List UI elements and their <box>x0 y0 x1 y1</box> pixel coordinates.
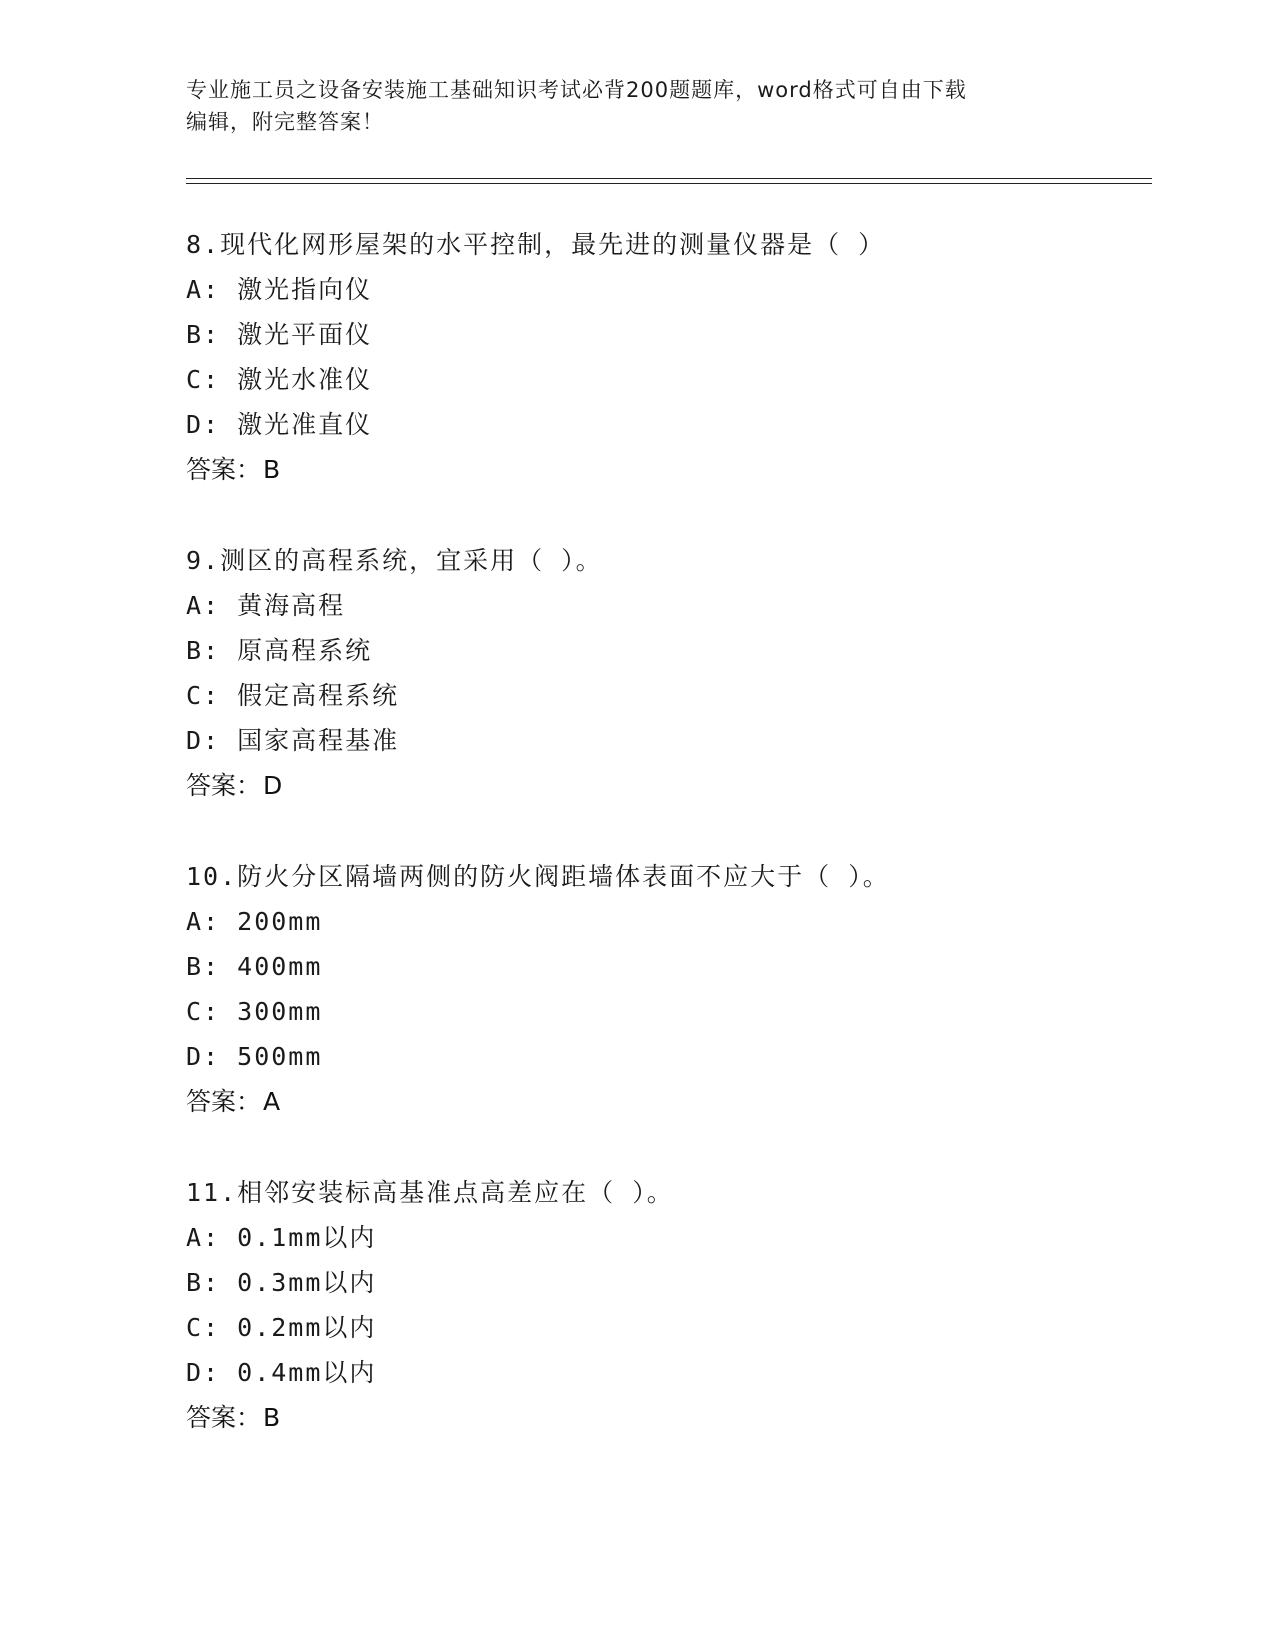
header-divider-top <box>186 178 1152 179</box>
question-8 <box>186 222 1146 492</box>
option-c: C: 0.2mm以内 <box>186 1313 377 1342</box>
answer-line <box>186 763 1146 808</box>
question-11 <box>186 1170 1146 1440</box>
answer-label: 答案： <box>186 1087 262 1116</box>
answer-label: 答案： <box>186 455 262 484</box>
option-d: D: 0.4mm以内 <box>186 1358 377 1387</box>
answer-value: D <box>263 771 283 800</box>
question-10 <box>186 854 1146 1124</box>
option-b: B: 400mm <box>186 952 323 981</box>
question-text: 9.测区的高程系统，宜采用（ ）。 <box>186 546 603 575</box>
option-a: A: 黄海高程 <box>186 591 346 620</box>
option-d: D: 500mm <box>186 1042 323 1071</box>
answer-label: 答案： <box>186 771 262 800</box>
document-header <box>186 74 1066 138</box>
question-text: 11.相邻安装标高基准点高差应在（ ）。 <box>186 1178 674 1207</box>
option-d: D: 国家高程基准 <box>186 726 400 755</box>
option-d: D: 激光准直仪 <box>186 410 373 439</box>
answer-value: B <box>263 1403 281 1432</box>
option-c: C: 激光水准仪 <box>186 365 373 394</box>
option-b: B: 0.3mm以内 <box>186 1268 377 1297</box>
answer-label: 答案： <box>186 1403 262 1432</box>
question-text: 10.防火分区隔墙两侧的防火阀距墙体表面不应大于（ ）。 <box>186 862 890 891</box>
answer-value: B <box>263 455 281 484</box>
option-c: C: 300mm <box>186 997 323 1026</box>
header-divider-bottom <box>186 183 1152 184</box>
option-b: B: 激光平面仪 <box>186 320 373 349</box>
question-text: 8.现代化网形屋架的水平控制，最先进的测量仪器是（ ） <box>186 230 886 259</box>
option-a: A: 激光指向仪 <box>186 275 373 304</box>
header-line-1: 专业施工员之设备安装施工基础知识考试必背200题题库，word格式可自由下载 <box>186 78 967 102</box>
answer-line <box>186 1079 1146 1124</box>
option-a: A: 0.1mm以内 <box>186 1223 377 1252</box>
header-line-2: 编辑，附完整答案！ <box>186 110 384 134</box>
question-9 <box>186 538 1146 808</box>
option-b: B: 原高程系统 <box>186 636 373 665</box>
answer-line <box>186 447 1146 492</box>
answer-value: A <box>263 1087 281 1116</box>
option-c: C: 假定高程系统 <box>186 681 400 710</box>
option-a: A: 200mm <box>186 907 323 936</box>
answer-line <box>186 1395 1146 1440</box>
